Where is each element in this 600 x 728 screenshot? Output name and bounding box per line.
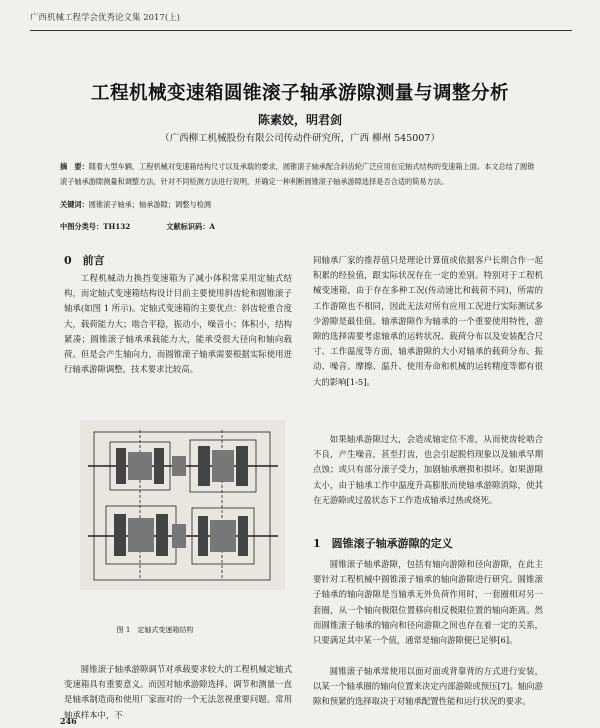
section-1-heading: 1 圆锥滚子轴承游隙的定义 [313, 537, 453, 550]
left-column-bottom [64, 662, 292, 723]
abstract [60, 160, 540, 189]
header-rule [30, 30, 572, 31]
right-column-c [313, 557, 543, 648]
right-paragraph-1: 同轴承厂家的推荐值只是理论计算值或依据客户长期合作一起积累的经验值，跟实际状况存在一定的差别。特别对于工程机械变速箱，由于存在多种工况(传动速比和载荷不同)，所需的工作游隙也不相同，因此无法对所有应用工况进行实际测试多少游隙是最佳值。轴承游隙作为轴承的一个重要使用特性，游隙的选择需要考虑轴承的运转状况、载荷分布以及安装配合尺寸、工作温度等方面，轴承游隙的大小对轴承的载荷分布、振动、噪音、摩擦、温升、使用寿命和机械的运转精度等都有很大的影响[1-5]。 [313, 255, 543, 387]
intro-paragraph: 工程机械动力换挡变速箱为了减小体积常采用定轴式结构，而定轴式变速箱结构设计目前主要使用斜齿轮和圆锥滚子轴承(如图 1 所示)。定轴式变速箱的主要优点：斜齿轮重合度大，载荷能力大；啮合平稳，振动小，噪音小；体积小，结构紧凑；圆锥滚子轴承承载能力大，能承受很大径向和轴向载荷。但是会产生轴向力，而圆锥滚子轴承需要根据实际使用进行轴承游隙调整，技术要求比较高。 [64, 273, 292, 375]
left-paragraph-2: 圆锥滚子轴承游隙调节对承载要求较大的工程机械定轴式变速箱具有重要意义。而因对轴承游隙选择、调节和测量一直是轴承制造商和使用厂家面对的一个无法忽视重要问题。常用轴承样本中，不 [64, 664, 292, 720]
keywords-text: 圆锥滚子轴承；轴承游隙；调整与检测 [88, 200, 211, 209]
keywords [60, 200, 540, 210]
right-column-b [313, 432, 543, 508]
running-header: 广西机械工程学会优秀论文集 2017(上) [30, 13, 180, 23]
gearbox-figure [80, 420, 285, 590]
classification-line [60, 222, 215, 232]
left-column-top [64, 271, 292, 377]
right-column-a [313, 253, 543, 390]
section-0-heading: 0 前言 [64, 254, 105, 267]
gearbox-drawing [80, 420, 285, 590]
right-paragraph-3: 圆锥滚子轴承游隙，包括有轴向游隙和径向游隙，在此主要针对工程机械中圆锥滚子轴承的轴向游隙进行研究。圆锥滚子轴承的轴向游隙是当轴承无外负荷作用时，一套圈相对另一套圈，从一个轴向极限位置移向相反极限位置的轴向距离。然而圆锥滚子轴承的轴向和径向游隙之间也存在着一定的关系，只要满足其中某一个值，通常是轴向游隙便已足够[6]。 [313, 559, 543, 646]
right-column-d [313, 664, 543, 710]
keywords-label: 关键词： [60, 200, 89, 209]
right-paragraph-2: 如果轴承游隙过大，会造成轴定位不准，从而使齿轮啮合不良，产生噪音，甚至打齿，也会引起脱档现象以及轴承早期点蚀；或只有部分滚子受力，加剧轴承磨损和损坏。如果游隙太小，由于轴承工作中温度升高膨胀而使轴承游隙消除，使其在无游隙或过盈状态下工作造成轴承过热或烧死。 [313, 434, 543, 505]
doc-label: 文献标识码：A [166, 222, 215, 231]
authors: 陈素姣，明君剑 [257, 113, 342, 127]
cls-label: 中图分类号：TH132 [60, 222, 131, 231]
abstract-label: 摘 要： [60, 162, 89, 171]
right-paragraph-4: 圆锥滚子轴承常使用以面对面或背靠背的方式进行安装，以某一个轴承圈的轴向位置来决定内部游隙或预压[7]。轴向游隙和预紧的选择取决于对轴承配置性能和运行状况的要求。 [313, 666, 543, 707]
page-number: 246 [60, 716, 77, 726]
affiliation: （广西柳工机械股份有限公司传动件研究所，广西 柳州 545007） [160, 133, 440, 144]
figure-caption: 图 1 定轴式变速箱结构 [116, 626, 194, 634]
abstract-text: 随着大型车辆、工程机械对变速箱结构尺寸以及承载的要求，圆锥滚子轴承配合斜齿轮广泛应用在定轴式结构的变速箱上面。本文总结了圆锥滚子轴承游隙测量和调整方法，针对不同检测方法进行说明，并确定一种利断圆锥滚子轴承游隙选择是否合适的简易方法。 [60, 162, 535, 186]
paper-title: 工程机械变速箱圆锥滚子轴承游隙测量与调整分析 [90, 83, 509, 104]
